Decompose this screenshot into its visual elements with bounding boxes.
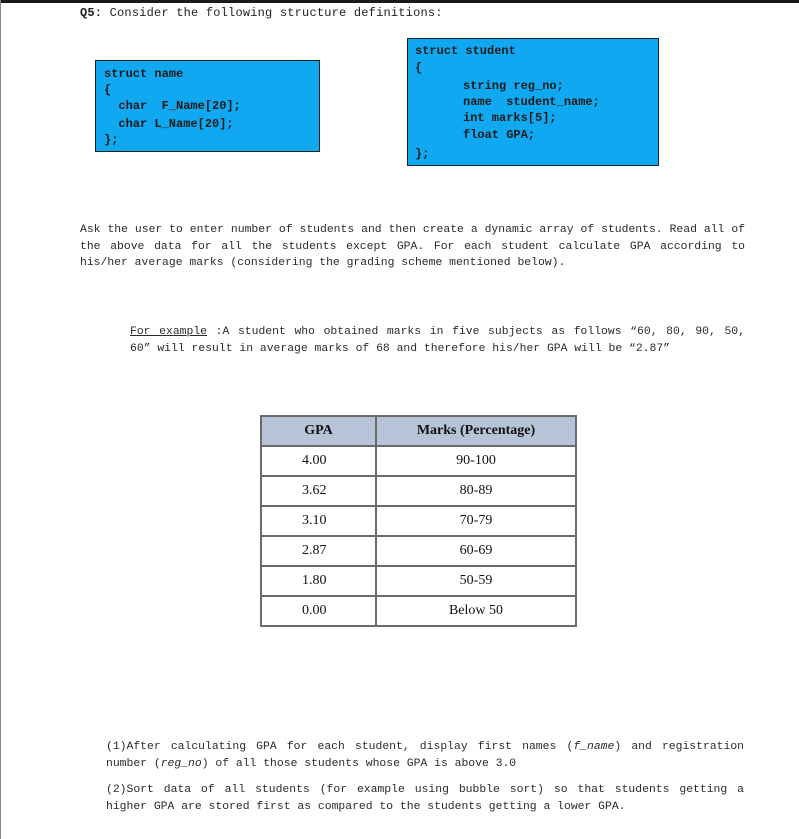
- code-line: };: [415, 147, 430, 161]
- marks-cell: 80-89: [376, 476, 576, 506]
- code-line: name student_name;: [463, 95, 600, 109]
- task-1-regno: reg_no: [160, 757, 202, 770]
- top-border: [0, 0, 799, 3]
- question-label: Q5:: [80, 6, 103, 20]
- struct-name-box: [95, 60, 320, 152]
- table-header-row: [261, 416, 576, 446]
- marks-cell: Below 50: [376, 596, 576, 626]
- gpa-cell: 1.80: [261, 566, 376, 596]
- table-row: [261, 536, 576, 566]
- header-gpa: GPA: [261, 416, 376, 446]
- marks-cell: 70-79: [376, 506, 576, 536]
- gpa-cell: 0.00: [261, 596, 376, 626]
- code-line: string reg_no;: [463, 79, 564, 93]
- left-border: [0, 0, 1, 839]
- task-1-fname: f_name: [573, 741, 615, 753]
- gpa-cell: 3.10: [261, 506, 376, 536]
- task-1-paragraph: [106, 739, 744, 772]
- code-line: struct name: [104, 67, 184, 81]
- table-row: [261, 596, 576, 626]
- task-1-suffix: ) of all those students whose GPA is above 3.0: [201, 757, 517, 770]
- task-1-mid: ) and registration number (: [106, 741, 744, 770]
- code-line: char F_Name[20];: [104, 99, 241, 113]
- marks-cell: 60-69: [376, 536, 576, 566]
- marks-cell: 90-100: [376, 446, 576, 476]
- code-line: struct student: [415, 44, 516, 58]
- code-line: {: [104, 83, 112, 97]
- code-line: float GPA;: [463, 128, 536, 142]
- gpa-cell: 3.62: [261, 476, 376, 506]
- gpa-cell: 4.00: [261, 446, 376, 476]
- question-text: Consider the following structure definitions:: [109, 6, 443, 20]
- instructions-paragraph: Ask the user to enter number of students and then create a dynamic array of students. Read all of the above data for all the students except GPA. For each student calculate GPA according to his/her average marks (considering the grading scheme mentioned below).: [80, 224, 745, 269]
- code-line: };: [104, 133, 119, 147]
- example-text: :A student who obtained marks in five subjects as follows “60, 80, 90, 50, 60” will result in average marks of 68 and therefore his/her GPA will be “2.87”: [130, 326, 745, 355]
- grading-table: [260, 415, 577, 627]
- question-heading: [80, 6, 443, 20]
- code-line: int marks[5];: [463, 111, 557, 125]
- header-marks: Marks (Percentage): [376, 416, 576, 446]
- example-paragraph: [130, 324, 745, 357]
- task-2-paragraph: (2)Sort data of all students (for example using bubble sort) so that students getting a higher GPA are stored first as compared to the students getting a lower GPA.: [106, 784, 744, 813]
- table-row: [261, 566, 576, 596]
- example-label: For example: [130, 326, 207, 338]
- task-1-prefix: (1)After calculating GPA for each student, display first names (: [106, 741, 574, 753]
- struct-student-box: [407, 38, 659, 166]
- table-row: [261, 506, 576, 536]
- code-line: {: [415, 61, 423, 75]
- table-row: [261, 446, 576, 476]
- code-line: char L_Name[20];: [104, 117, 234, 131]
- marks-cell: 50-59: [376, 566, 576, 596]
- table-row: [261, 476, 576, 506]
- gpa-cell: 2.87: [261, 536, 376, 566]
